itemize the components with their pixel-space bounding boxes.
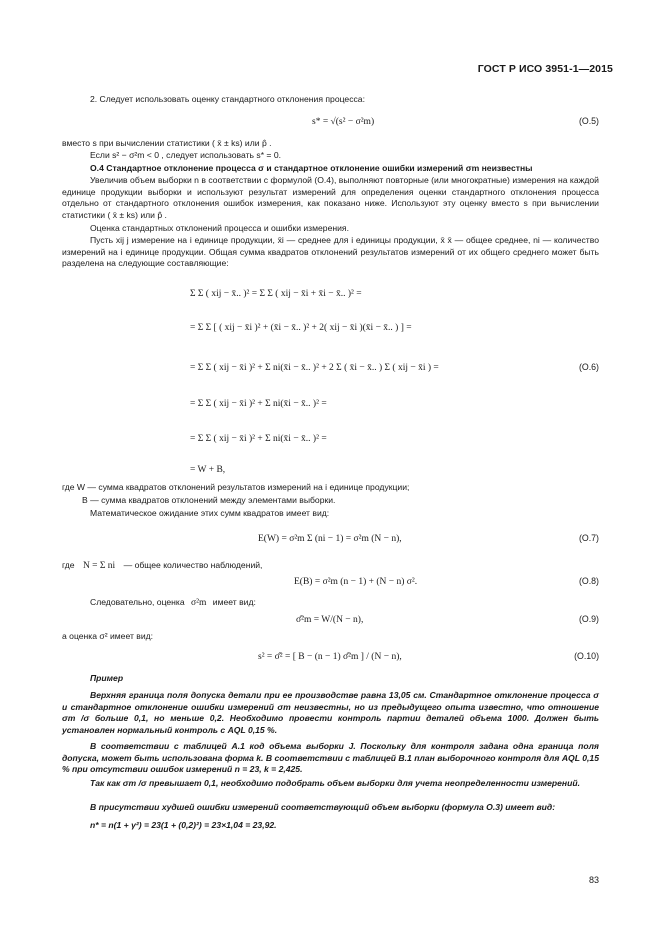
equation-number-o6: (О.6): [578, 362, 599, 372]
example-paragraph-2: В соответствии с таблицей А.1 код объема выборки J. Поскольку для контроля задана одна граница поля допуска, может быть использована форма k. В соответствии с таблицей В.1 план выборочного контроля для AQL 0,15 % при отсутствии ошибок измерений n = 23, k = 2,425.: [62, 741, 599, 775]
equation-number-o8: (О.8): [578, 576, 599, 586]
section-heading-o4: О.4 Стандартное отклонение процесса σ и стандартное отклонение ошибки измерений σm неизвестны: [90, 163, 533, 173]
equation-o7: E(W) = σ²m Σ (ni − 1) = σ²m (N − n),: [258, 534, 402, 544]
equation-o6-line2: = Σ Σ [ ( xij − x̄i )² + (x̄i − x̄.. )² + 2( xij − x̄i )(x̄i − x̄.. ) ] =: [190, 323, 412, 333]
paragraph-let: Пусть xij j измерение на i единице продукции, x̄i — среднее для i единицы продукции, x̄ x̄ — общее среднее, ni — количество измерений на i единице продукции. Общая сумма квадратов отклонений результатов измерений от их общего среднего может быть разделена на следующие составляющие:: [62, 235, 599, 269]
equation-number-o9: (О.9): [578, 614, 599, 624]
example-paragraph-4: В присутствии худшей ошибки измерений соответствующий объем выборки (формула О.3) имеет вид:: [90, 802, 556, 812]
equation-o9: σ̂²m = W/(N − n),: [296, 615, 364, 625]
where-n-prefix: где: [62, 560, 75, 570]
page-number: 83: [588, 875, 599, 885]
example-paragraph-3: Так как σm /σ превышает 0,1, необходимо подобрать объем выборки для учета неопределенности измерений.: [90, 778, 580, 788]
therefore-suffix: имеет вид:: [212, 597, 256, 607]
equation-o6-line3: = Σ Σ ( xij − x̄i )² + Σ ni(x̄i − x̄.. )² + 2 Σ ( x̄i − x̄.. ) Σ ( xij − x̄i ) =: [190, 363, 439, 373]
equation-o8: E(B) = σ²m (n − 1) + (N − n) σ².: [294, 577, 418, 587]
paragraph-sigma2: а оценка σ² имеет вид:: [62, 631, 154, 641]
paragraph-item2: 2. Следует использовать оценку стандартного отклонения процесса:: [90, 94, 365, 104]
equation-o6-line4: = Σ Σ ( xij − x̄i )² + Σ ni(x̄i − x̄.. )² =: [190, 399, 327, 409]
equation-number-o7: (О.7): [578, 533, 599, 543]
document-header: ГОСТ Р ИСО 3951-1—2015: [477, 63, 613, 75]
equation-o6-line1: Σ Σ ( xij − x̄.. )² = Σ Σ ( xij − x̄i + x̄i − x̄.. )² =: [190, 289, 362, 299]
n-definition: N = Σ ni: [82, 561, 116, 571]
paragraph-increase: Увеличив объем выборки n в соответствии с формулой (О.4), выполняют повторные (или многократные) измерения на каждой единице продукции выборки и используют результат измерений для определения оценки стандартного отклонения процесса отдельно от стандартного отклонения ошибок измерения, как показано ниже. Используют эту оценку вместо s при вычислении статистики ( x̄ ± ks) или p̂ .: [62, 175, 599, 220]
where-w: где W — сумма квадратов отклонений результатов измерений на i единице продукции;: [62, 482, 410, 492]
sigma-m-squared: σ²m: [191, 598, 207, 608]
where-b: B — сумма квадратов отклонений между элементами выборки.: [82, 495, 336, 505]
equation-o10: s² = σ̂² = [ B − (n − 1) σ̂²m ] / (N − n),: [258, 652, 402, 662]
example-paragraph-1: Верхняя граница поля допуска детали при ее производстве равна 13,05 см. Стандартное отклонение процесса σ и стандартное отклонение ошибки измерений σm неизвестны, но из предыдущего опыта известно, что отношение σm /σ больше 0,1, но меньше 0,2. Необходимо провести контроль партии деталей объема 1000. Должен быть установлен нормальный контроль с AQL 0,15 %.: [62, 690, 599, 735]
paragraph-expect: Математическое ожидание этих сумм квадратов имеет вид:: [90, 508, 330, 518]
paragraph-estimate: Оценка стандартных отклонений процесса и ошибки измерения.: [90, 223, 349, 233]
where-n-line: [62, 560, 262, 573]
paragraph-if: Если s² − σ²m < 0 , следует использовать s* = 0.: [90, 150, 282, 160]
equation-number-o10: (О.10): [574, 651, 599, 661]
example-paragraph-5: n* = n(1 + γ²) = 23(1 + (0,2)²) = 23×1,04 = 23,92.: [90, 820, 277, 830]
therefore-line: [90, 597, 256, 610]
where-n-suffix: — общее количество наблюдений,: [123, 560, 263, 570]
equation-number-o5: (О.5): [578, 116, 599, 126]
therefore-prefix: Следовательно, оценка: [90, 597, 185, 607]
example-title: Пример: [90, 673, 124, 683]
equation-o6-line5: = Σ Σ ( xij − x̄i )² + Σ ni(x̄i − x̄.. )² =: [190, 434, 327, 444]
equation-o5: s* = √(s² − σ²m): [312, 117, 375, 127]
paragraph-instead: вместо s при вычислении статистики ( x̄ ± ks) или p̂ .: [62, 138, 272, 148]
equation-o6-line6: = W + B,: [190, 465, 226, 475]
